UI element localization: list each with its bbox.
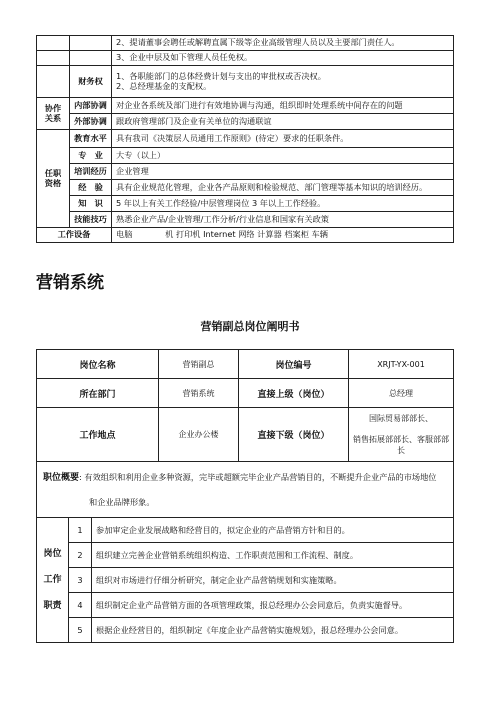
department-value: 营销系统	[159, 379, 239, 408]
blank-cell	[70, 36, 112, 51]
overview-text: : 有效组织和利用企业多种资源，完毕或超额完毕企业产品营销目的，不断提升企业产品的市场地位	[79, 472, 437, 482]
duty-text: 组织制定企业产品营销方面的各项管理政策，报总经理办公会同意后，负责实施督导。	[92, 593, 454, 618]
direct-subordinate-value	[349, 408, 454, 462]
qualification-item-label: 教育水平	[70, 130, 112, 148]
duty-number: 4	[69, 593, 92, 618]
finance-line: 2、总经理基金的支配权。	[116, 80, 212, 91]
position-name-value: 营销副总	[159, 350, 239, 379]
authority-text: 3、企业中层及如下管理人员任免权。	[112, 51, 454, 66]
qualification-item-text: 企业管理	[112, 164, 454, 180]
document-title: 营销副总岗位阐明书	[200, 320, 300, 333]
qualification-item-text: 具有企业规范化管理，企业各产品原则和检验规范、部门管理等基本知识的培训经历。	[112, 180, 454, 196]
equipment-label: 工作设备	[37, 228, 112, 243]
duty-text: 组织对市场进行仔细分析研究，制定企业产品营销规划和实施策略。	[92, 568, 454, 593]
direct-superior-label: 直接上级（岗位）	[239, 379, 349, 408]
qualification-item-label: 知 识	[70, 196, 112, 212]
cooperation-label: 协作关系	[37, 98, 70, 130]
direct-superior-value: 总经理	[349, 379, 454, 408]
external-coordination-text: 跟政府管理部门及企业有关单位的沟通联谊	[112, 114, 454, 130]
duty-text: 组织建立完善企业营销系统组织构造、工作职责范围和工作流程、制度。	[92, 543, 454, 568]
qualification-item-label: 专 业	[70, 148, 112, 164]
qualification-item-text: 熟悉企业产品/企业管理/工作分析/行业信息和国家有关政策	[112, 212, 454, 228]
duties-label-line: 职责	[43, 601, 62, 611]
finance-authority-label: 财务权	[70, 66, 112, 98]
duty-number: 1	[69, 518, 92, 543]
subordinate-line: 销售拓展部部长、客服部部长	[353, 435, 449, 455]
qualification-item-text: 5 年以上有关工作经验/中层管理岗位 3 年以上工作经验。	[112, 196, 454, 212]
overview-label: 职位概要	[43, 473, 80, 483]
finance-authority-text	[112, 66, 454, 98]
position-code-label: 岗位编号	[239, 350, 349, 379]
overview-text-continued: 和企业品牌形象。	[89, 497, 155, 507]
external-coordination-label: 外部协调	[70, 114, 112, 130]
internal-coordination-text: 对企业各系统及部门进行有效地协调与沟通，组织即时处理系统中间存在的问题	[112, 98, 454, 114]
blank-cell	[37, 51, 70, 66]
work-location-value: 企业办公楼	[159, 408, 239, 462]
qualification-item-label: 经 验	[70, 180, 112, 196]
duties-label-line: 工作	[43, 575, 62, 585]
position-name-label: 岗位名称	[37, 350, 159, 379]
qualification-item-label: 培训经历	[70, 164, 112, 180]
position-code-value: XRJT-YX-001	[349, 350, 454, 379]
blank-cell	[37, 36, 70, 51]
duty-number: 5	[69, 618, 92, 643]
equipment-text: 电脑 机 打印机 Internet 网络 计算器 档案柜 车辆	[112, 228, 454, 243]
subordinate-line: 国际贸易部部长、	[369, 414, 433, 423]
section-heading: 营销系统	[36, 273, 104, 293]
qualification-item-label: 技能技巧	[70, 212, 112, 228]
duty-text: 根据企业经营目的，组织制定《年度企业产品营销实施规划》，报总经理办公会同意。	[92, 618, 454, 643]
internal-coordination-label: 内部协调	[70, 98, 112, 114]
direct-subordinate-label: 直接下级（岗位）	[239, 408, 349, 462]
duties-label	[37, 518, 69, 643]
blank-cell	[70, 51, 112, 66]
duty-number: 2	[69, 543, 92, 568]
department-label: 所在部门	[37, 379, 159, 408]
work-location-label: 工作地点	[37, 408, 159, 462]
duty-text: 参加审定企业发展战略和经营目的，拟定企业的产品营销方针和目的。	[92, 518, 454, 543]
qualification-item-text: 大专（以上）	[112, 148, 454, 164]
responsibility-table	[36, 35, 454, 243]
blank-cell	[37, 66, 70, 98]
duties-label-line: 岗位	[43, 549, 62, 559]
qualification-label: 任职资格	[37, 130, 70, 228]
qualification-item-text: 具有我司《决策层人员通用工作原则》(待定）要求的任职条件。	[112, 130, 454, 148]
duty-number: 3	[69, 568, 92, 593]
finance-line: 1、各职能部门的总体经费计划与支出的审批权或否决权。	[116, 70, 326, 81]
authority-text: 2、提请董事会聘任或解聘直属下级等企业高级管理人员以及主要部门责任人。	[112, 36, 454, 51]
position-overview	[37, 462, 454, 518]
job-description-table	[36, 349, 454, 643]
